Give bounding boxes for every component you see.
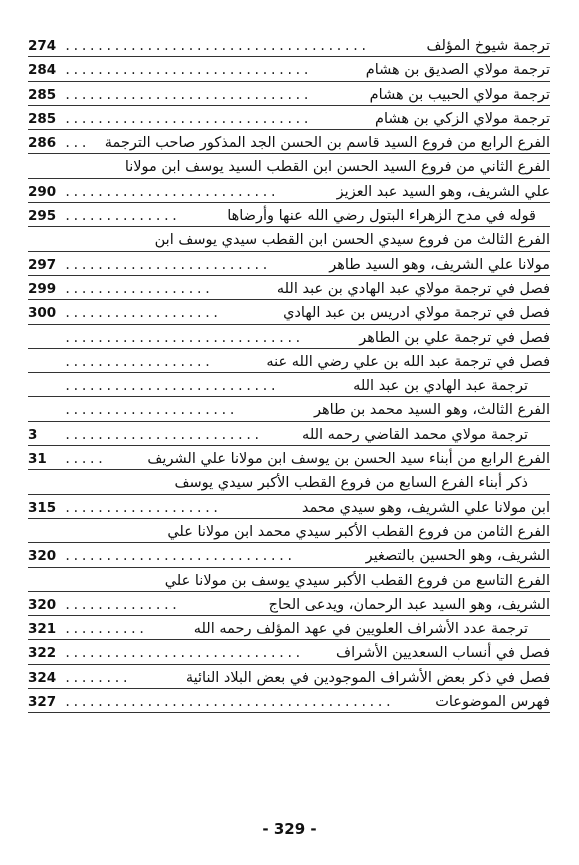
toc-entry — [28, 593, 550, 617]
toc-entry — [28, 496, 550, 520]
page-number: 285 — [28, 86, 57, 103]
leader-dots: ........................ — [64, 427, 262, 442]
page-number: 3 — [28, 426, 38, 443]
entry-title: قوله في مدح الزهراء البتول رضي الله عنها وأرضاها — [227, 208, 536, 225]
entry-title: ترجمة مولاي محمد القاضي رحمه الله — [302, 426, 528, 443]
toc-entry — [28, 520, 550, 544]
page-number: 327 — [28, 694, 57, 711]
entry-title: ترجمة مولاي الحبيب بن هشام — [369, 86, 550, 103]
row-rule — [28, 664, 550, 665]
page-number: 31 — [28, 451, 47, 468]
page-folio: - 329 - — [262, 820, 317, 838]
toc-entry — [28, 447, 550, 471]
leader-dots: .................. — [64, 354, 213, 369]
toc-entry — [28, 641, 550, 665]
entry-title: الشريف، وهو الحسين بالتصغير — [365, 548, 550, 565]
row-rule — [28, 251, 550, 252]
toc-entry — [28, 326, 550, 350]
page-number: 295 — [28, 208, 57, 225]
leader-dots: .......................... — [64, 184, 278, 199]
entry-title: فهرس الموضوعات — [435, 694, 550, 711]
toc-entry — [28, 204, 550, 228]
row-rule — [28, 299, 550, 300]
leader-dots: .............. — [64, 597, 180, 612]
entry-title: الفرع الثالث، وهو السيد محمد بن طاهر — [314, 402, 550, 419]
toc-entry — [28, 301, 550, 325]
entry-title: الفرع الثاني من فروع السيد الحسن ابن القطب السيد يوسف ابن مولانا — [124, 159, 550, 176]
row-rule — [28, 129, 550, 130]
toc-entry — [28, 398, 550, 422]
toc-entry — [28, 544, 550, 568]
page-number: 324 — [28, 669, 57, 686]
toc-entry — [28, 228, 550, 252]
row-rule — [28, 275, 550, 276]
leader-dots: .............. — [64, 209, 180, 224]
leader-dots: .......................... — [64, 379, 278, 394]
row-rule — [28, 445, 550, 446]
row-rule — [28, 518, 550, 519]
leader-dots: ............................. — [64, 646, 303, 661]
toc-entry — [28, 155, 550, 179]
toc-entry — [28, 277, 550, 301]
row-rule — [28, 372, 550, 373]
row-rule — [28, 421, 550, 422]
toc-entry — [28, 180, 550, 204]
toc-entry — [28, 58, 550, 82]
entry-title: ترجمة عبد الهادي بن عبد الله — [353, 378, 528, 395]
entry-title: فصل في ذكر بعض الأشراف الموجودين في بعض البلاد النائية — [185, 669, 550, 686]
leader-dots: .......... — [64, 622, 147, 637]
leader-dots: ..................................... — [64, 39, 369, 53]
toc-entry — [28, 690, 550, 714]
table-of-contents — [28, 34, 550, 714]
row-rule — [28, 567, 550, 568]
page-number: 322 — [28, 645, 57, 662]
row-rule — [28, 324, 550, 325]
entry-title: فصل في أنساب السعديين الأشراف — [336, 645, 550, 662]
row-rule — [28, 542, 550, 543]
leader-dots: ..................... — [64, 403, 237, 418]
row-rule — [28, 56, 550, 57]
page-number: 320 — [28, 596, 57, 613]
row-rule — [28, 81, 550, 82]
toc-entry — [28, 666, 550, 690]
entry-title: الفرع الثامن من فروع القطب الأكبر سيدي محمد ابن مولانا علي — [167, 523, 550, 540]
row-rule — [28, 712, 550, 713]
leader-dots: ........................................ — [64, 695, 393, 710]
toc-entry — [28, 471, 550, 495]
entry-title: فصل في ترجمة عبد الله بن علي رضي الله عنه — [266, 353, 550, 370]
leader-dots: .............................. — [64, 87, 311, 102]
entry-title: علي الشريف، وهو السيد عبد العزيز — [336, 183, 550, 200]
entry-title: ترجمة مولاي الصديق بن هشام — [365, 62, 550, 79]
entry-title: الشريف، وهو السيد عبد الرحمان، ويدعى الحاج — [268, 596, 550, 613]
entry-title: ابن مولانا علي الشريف، وهو سيدي محمد — [301, 499, 550, 516]
toc-entry — [28, 617, 550, 641]
entry-title: مولانا علي الشريف، وهو السيد طاهر — [329, 256, 550, 273]
row-rule — [28, 178, 550, 179]
page-number: 290 — [28, 183, 57, 200]
page-number: 274 — [28, 38, 57, 54]
toc-entry — [28, 253, 550, 277]
page-number: 285 — [28, 110, 57, 127]
row-rule — [28, 615, 550, 616]
page-number: 297 — [28, 256, 57, 273]
entry-title: ترجمة شيوخ المؤلف — [426, 38, 550, 54]
row-rule — [28, 348, 550, 349]
leader-dots: .................. — [64, 281, 213, 296]
leader-dots: .............................. — [64, 111, 311, 126]
row-rule — [28, 396, 550, 397]
leader-dots: .............................. — [64, 63, 311, 78]
leader-dots: ......................... — [64, 257, 270, 272]
entry-title: فصل في ترجمة مولاي عبد الهادي بن عبد الله — [276, 280, 550, 297]
page-number: 299 — [28, 280, 57, 297]
entry-title: الفرع الرابع من أبناء سيد الحسن بن يوسف ابن مولانا علي الشريف — [147, 451, 550, 468]
entry-title: ذكر أبناء الفرع السابع من فروع القطب الأكبر سيدي يوسف — [174, 475, 528, 492]
row-rule — [28, 688, 550, 689]
row-rule — [28, 202, 550, 203]
row-rule — [28, 153, 550, 154]
entry-title: الفرع التاسع من فروع القطب الأكبر سيدي يوسف بن مولانا علي — [164, 572, 550, 589]
leader-dots: ................... — [64, 306, 221, 321]
toc-entry — [28, 374, 550, 398]
entry-title: الفرع الثالث من فروع سيدي الحسن ابن القطب سيدي يوسف ابن — [154, 232, 550, 249]
page-number: 284 — [28, 62, 57, 79]
entry-title: ترجمة مولاي الزكي بن هشام — [375, 110, 550, 127]
page-number: 300 — [28, 305, 57, 322]
leader-dots: ............................. — [64, 330, 303, 345]
entry-title: فصل في ترجمة مولاي ادريس بن عبد الهادي — [283, 305, 550, 322]
toc-entry — [28, 423, 550, 447]
leader-dots: ........ — [64, 670, 130, 685]
row-rule — [28, 639, 550, 640]
leader-dots: ..... — [64, 452, 106, 467]
row-rule — [28, 494, 550, 495]
row-rule — [28, 591, 550, 592]
toc-entry — [28, 350, 550, 374]
toc-entry — [28, 107, 550, 131]
row-rule — [28, 105, 550, 106]
toc-entry — [28, 83, 550, 107]
row-rule — [28, 226, 550, 227]
entry-title: فصل في ترجمة علي بن الطاهر — [359, 329, 550, 346]
leader-dots: ................... — [64, 500, 221, 515]
row-rule — [28, 469, 550, 470]
page-number: 286 — [28, 135, 57, 152]
page-number: 321 — [28, 621, 57, 638]
entry-title: ترجمة عدد الأشراف العلويين في عهد المؤلف رحمه الله — [193, 621, 528, 638]
toc-entry — [28, 569, 550, 593]
page-number: 315 — [28, 499, 57, 516]
toc-entry — [28, 34, 550, 58]
page-number: 320 — [28, 548, 57, 565]
toc-entry — [28, 131, 550, 155]
leader-dots: ... — [64, 136, 89, 151]
entry-title: الفرع الرابع من فروع السيد قاسم بن الحسن الجد المذكور صاحب الترجمة — [104, 135, 550, 152]
leader-dots: ............................ — [64, 549, 295, 564]
